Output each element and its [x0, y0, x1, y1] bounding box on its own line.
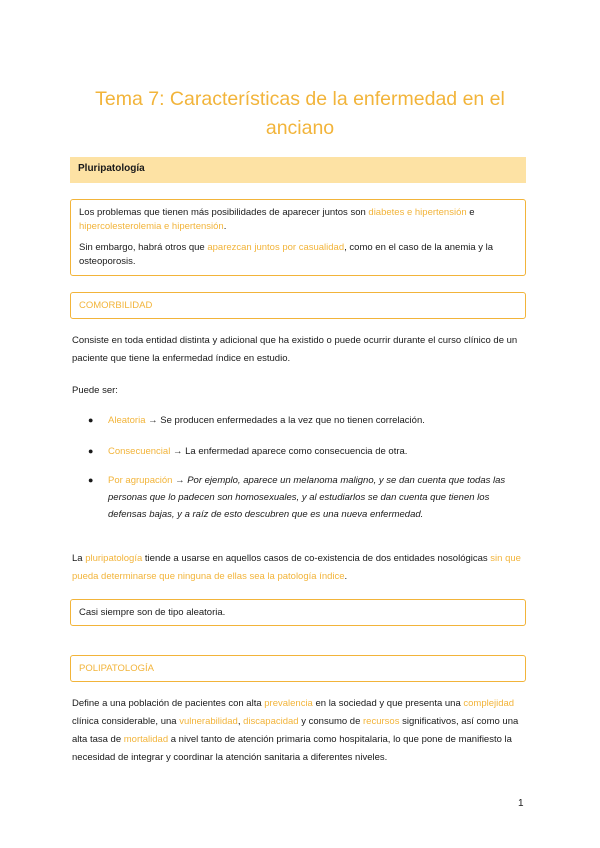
- section-header-pluripatologia: Pluripatología: [70, 157, 526, 183]
- puede-ser-label: Puede ser:: [72, 385, 118, 396]
- page-number: 1: [518, 798, 524, 809]
- heading-polipatologia: POLIPATOLOGÍA: [70, 655, 526, 682]
- heading-comorbilidad: COMORBILIDAD: [70, 292, 526, 319]
- pluripatologia-paragraph: La pluripatología tiende a usarse en aquellos casos de co-existencia de dos entidades nosológicas sin que pueda determinarse que ninguna de ellas sea la patología índice.: [72, 553, 521, 582]
- bullet-icon: ●: [88, 415, 94, 425]
- intro-paragraph-1: Los problemas que tienen más posibilidades de aparecer juntos son diabetes e hipertensión e hipercolesterolemia e hipertensión.: [79, 207, 475, 232]
- intro-paragraph-2: Sin embargo, habrá otros que aparezcan juntos por casualidad, como en el caso de la anemia y la osteoporosis.: [79, 242, 494, 267]
- bullet-icon: ●: [88, 446, 94, 456]
- polipatologia-paragraph: Define a una población de pacientes con alta prevalencia en la sociedad y que presenta una complejidad clínica considerable, una vulnerabilidad, discapacidad y consumo de recursos significativos, así como una alta tasa de mortalidad a nivel tanto de atención primaria como hospitalaria, lo que pone de manifiesto la necesidad de integrar y coordinar la atención sanitaria a diferentes niveles.: [72, 698, 519, 763]
- note-box: Casi siempre son de tipo aleatoria.: [70, 599, 526, 626]
- comorbilidad-definition: Consiste en toda entidad distinta y adicional que ha existido o puede ocurrir durante el curso clínico de un paciente que tiene la enfermedad índice en estudio.: [72, 335, 518, 364]
- bullet-icon: ●: [88, 475, 94, 485]
- page-title: Tema 7: Características de la enfermedad en el anciano: [95, 88, 505, 140]
- intro-box: [70, 199, 526, 276]
